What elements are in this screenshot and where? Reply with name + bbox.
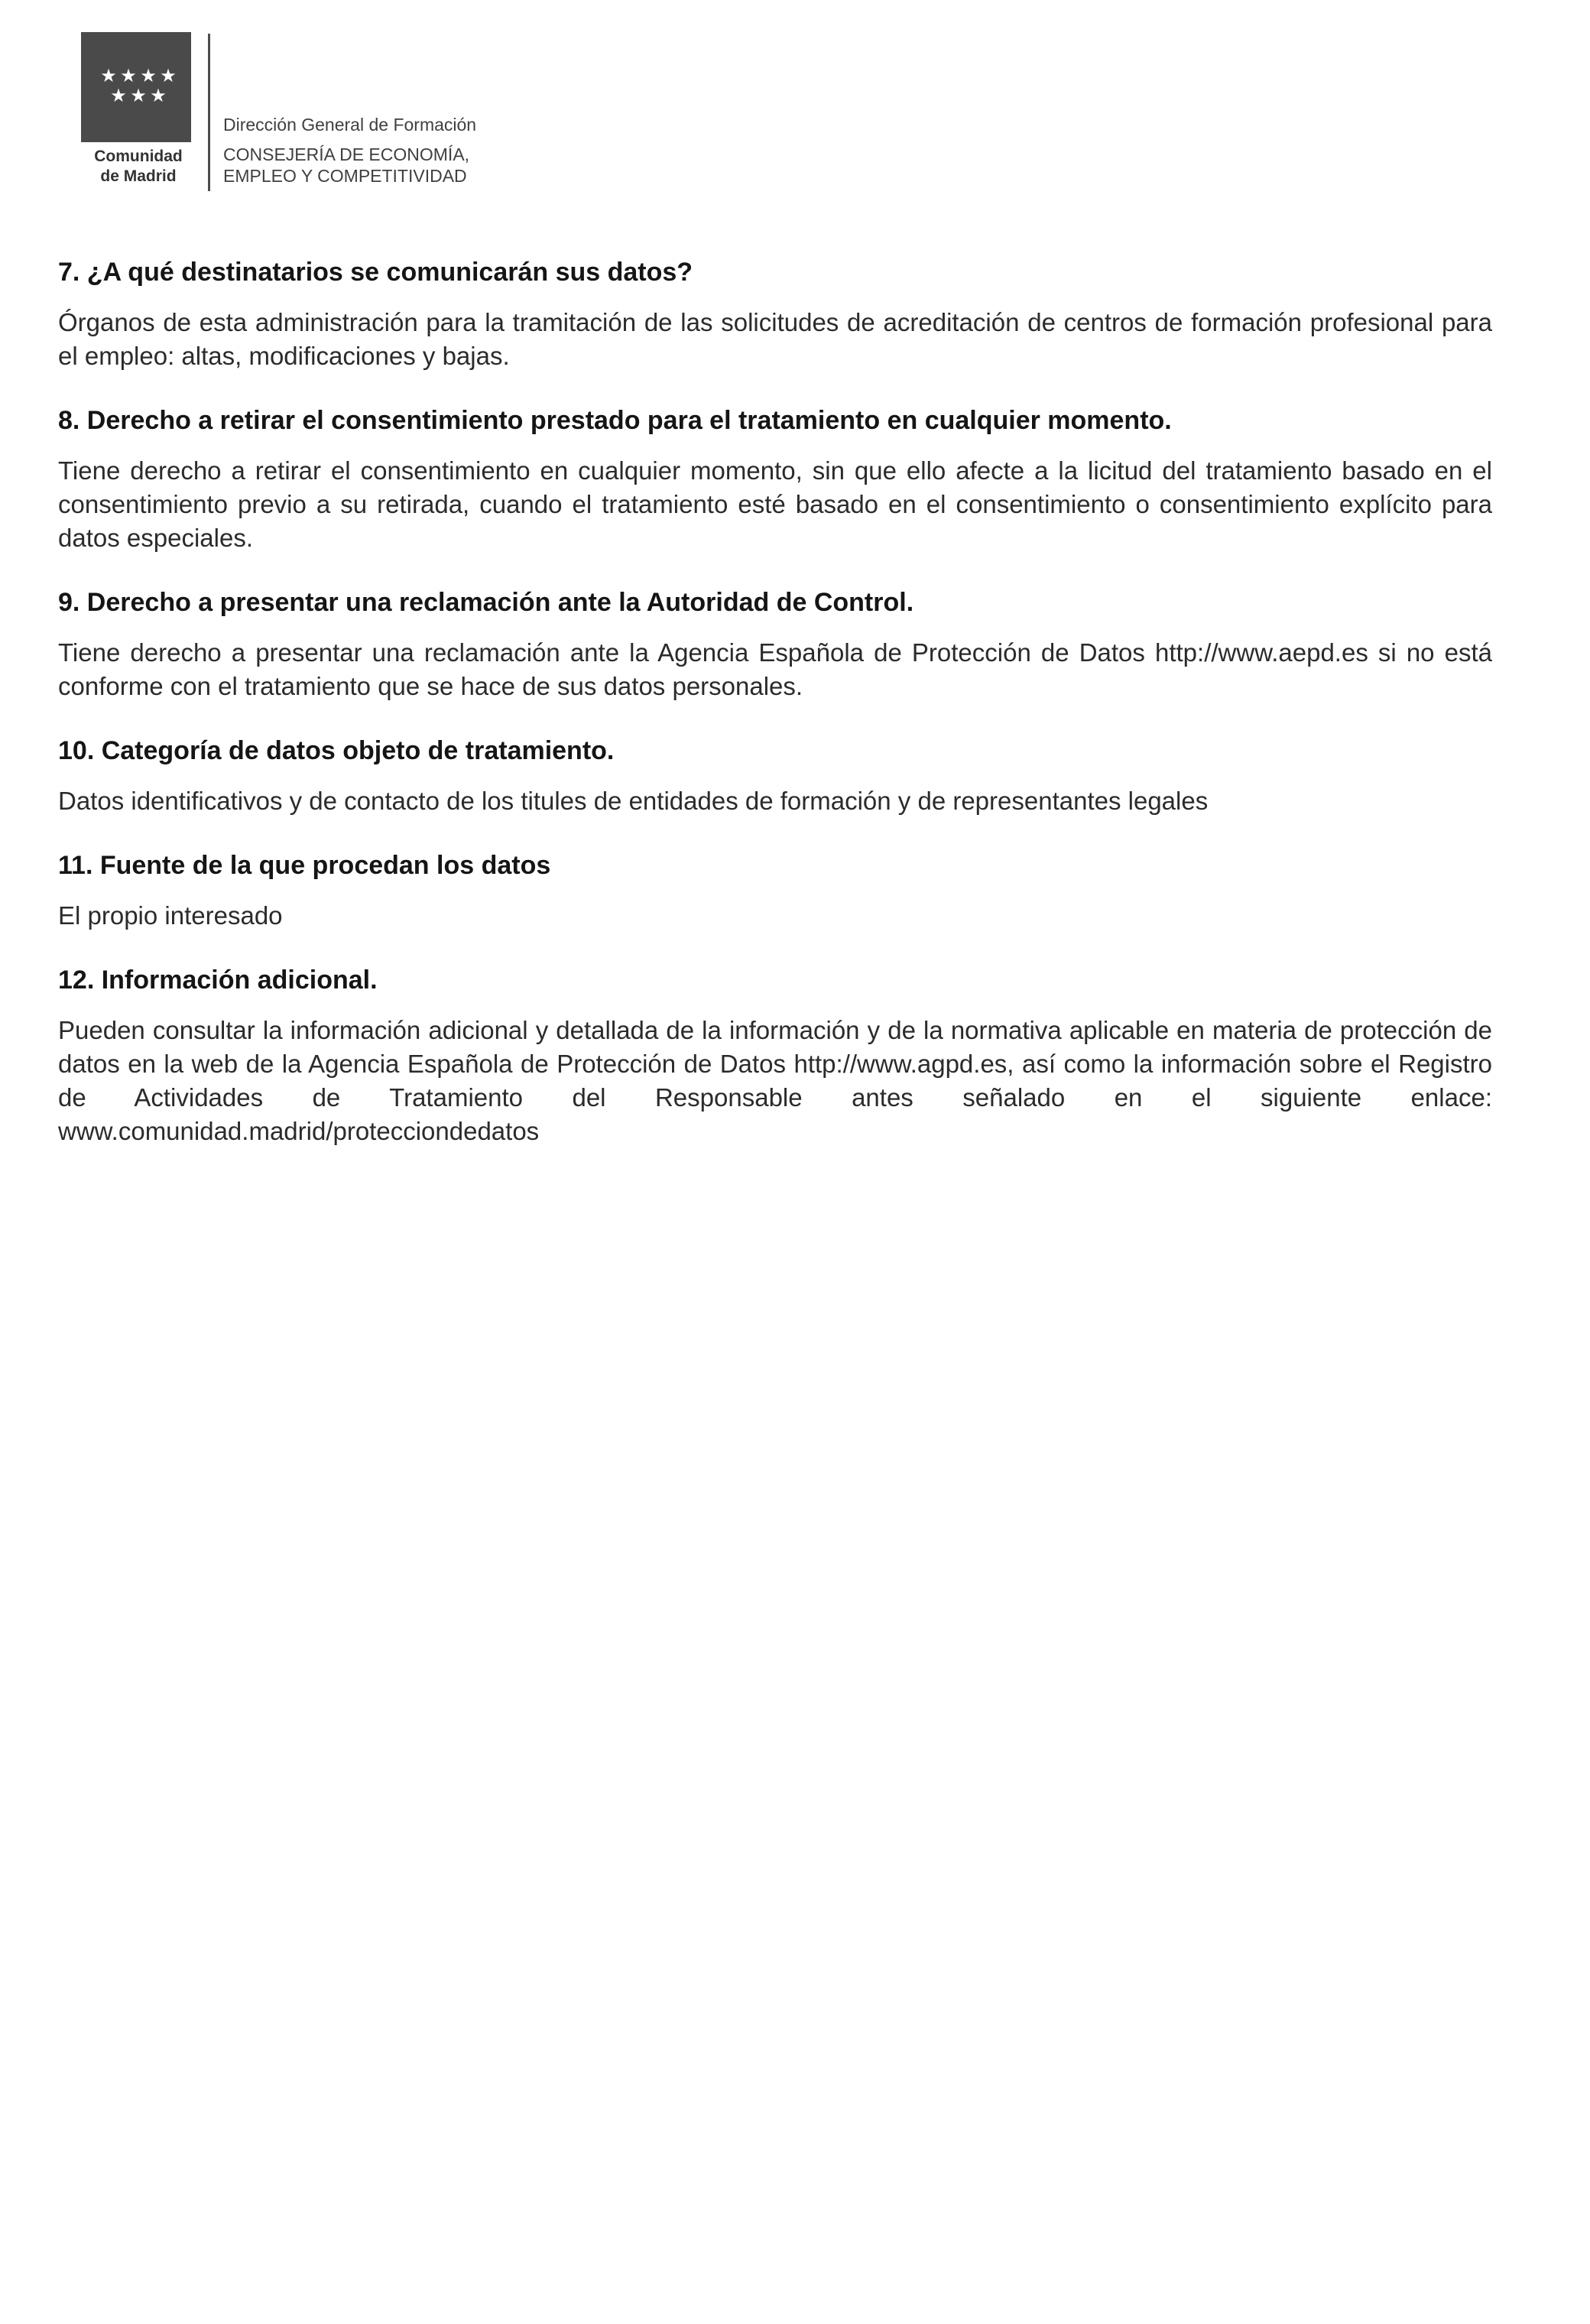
star-icon: ★	[130, 86, 147, 106]
section-body-12: Pueden consultar la información adicional y detallada de la información y de la normativa aplicable en materia de protección de datos en la web de la Agencia Española de Protección de Datos http://www.agpd.es, así como la información sobre el Registro de Actividades de Tratamiento del Responsable antes señalado en el siguiente enlace: www.comunidad.madrid/protecciondedatos	[58, 1016, 1492, 1145]
logo-name	[81, 147, 196, 187]
consejeria-line-1: CONSEJERÍA DE ECONOMÍA,	[223, 144, 470, 164]
section-body-7: Órganos de esta administración para la tramitación de las solicitudes de acreditación de centros de formación profesional para el empleo: altas, modificaciones y bajas.	[58, 308, 1492, 370]
section-body-11: El propio interesado	[58, 901, 283, 930]
star-icon: ★	[100, 66, 117, 86]
department-name: Dirección General de Formación	[223, 115, 477, 135]
star-icon: ★	[110, 86, 127, 106]
section-heading-11: 11. Fuente de la que procedan los datos	[58, 851, 551, 880]
section-heading-10: 10. Categoría de datos objeto de tratamiento.	[58, 736, 615, 765]
header-divider	[208, 34, 210, 191]
logo-name-line-2: de Madrid	[100, 167, 177, 185]
section-body-9: Tiene derecho a presentar una reclamación ante la Agencia Española de Protección de Datos http://www.aepd.es si no está conforme con el tratamiento que se hace de sus datos personales.	[58, 638, 1492, 700]
star-icon: ★	[120, 66, 137, 86]
section-body-10: Datos identificativos y de contacto de los titules de entidades de formación y de representantes legales	[58, 787, 1209, 815]
consejeria-line-2: EMPLEO Y COMPETITIVIDAD	[223, 166, 467, 186]
section-heading-7: 7. ¿A qué destinatarios se comunicarán sus datos?	[58, 258, 693, 287]
section-heading-12: 12. Información adicional.	[58, 966, 378, 995]
page-header	[81, 32, 540, 194]
section-heading-8: 8. Derecho a retirar el consentimiento prestado para el tratamiento en cualquier momento.	[58, 406, 1172, 435]
consejeria-name	[223, 144, 544, 187]
logo-name-line-1: Comunidad	[94, 148, 183, 165]
comunidad-madrid-logo	[81, 32, 191, 142]
star-icon: ★	[150, 86, 167, 106]
section-heading-9: 9. Derecho a presentar una reclamación ante la Autoridad de Control.	[58, 588, 914, 617]
section-body-8: Tiene derecho a retirar el consentimiento en cualquier momento, sin que ello afecte a la licitud del tratamiento basado en el consentimiento previo a su retirada, cuando el tratamiento esté basado en el consentimiento o consentimiento explícito para datos especiales.	[58, 456, 1492, 552]
document-body	[58, 255, 1492, 1179]
star-icon: ★	[160, 66, 177, 86]
star-icon: ★	[140, 66, 157, 86]
